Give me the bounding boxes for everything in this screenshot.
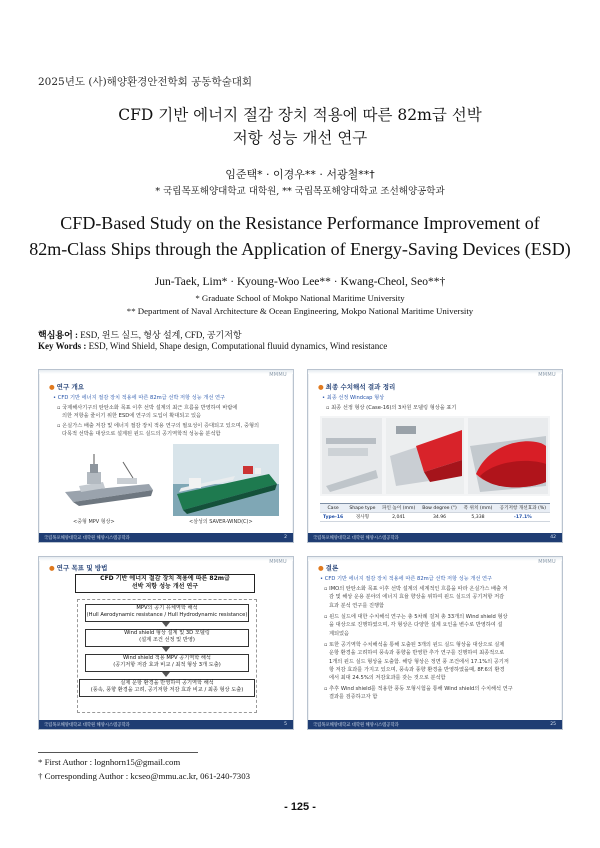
table-header: 폭 위치 (mm) bbox=[460, 504, 495, 513]
footnote-rule bbox=[38, 752, 198, 753]
english-title-line1: CFD-Based Study on the Resistance Performance Improvement of bbox=[60, 213, 540, 233]
korean-title-line1: CFD 기반 에너지 절감 장치 적용에 따른 82m급 선박 bbox=[118, 106, 482, 124]
slide-heading: ● 결론 bbox=[318, 564, 339, 572]
korean-title-line2: 저항 성능 개선 연구 bbox=[232, 129, 368, 147]
footnote-corresponding-author: † Corresponding Author : kcseo@mmu.ac.kr, 061-240-7303 bbox=[38, 771, 251, 781]
table-cell: -17.1% bbox=[496, 513, 550, 522]
keywords-english bbox=[38, 341, 387, 351]
slide-research-methods bbox=[38, 556, 294, 730]
conclusion-para-1: ▫ IMO의 탄탄소화 목표 이후 선박 설계의 세계적인 흐름을 따라 온실가스 배출 저 감 및 해상 운용 분야의 에너지 효율 향상을 위하여 윈드 실드의 공기저항 저감 효과 분석 연구를 진행함 bbox=[324, 586, 508, 609]
overview-bullet-3: ▫ 온실가스 배출 저감 및 에너지 절감 장치 적용 연구의 필요성이 증대되고 있으며, 중형의 다목적 선박을 대상으로 설계된 윈드 실드의 공기역학적 성능을 분석함 bbox=[57, 423, 259, 438]
slide-heading: ● 연구 개요 bbox=[49, 383, 85, 391]
table-cell: 5,338 bbox=[460, 513, 495, 522]
table-row bbox=[320, 513, 550, 522]
table-header: 공기저항 개선효과 (%) bbox=[496, 504, 550, 513]
english-title-line2: 82m-Class Ships through the Application of Energy-Saving Devices (ESD) bbox=[29, 239, 571, 259]
slide-page-number: 25 bbox=[550, 722, 556, 727]
slide-footer-text: 국립목포해양대학교 대학원 해양시스템공학과 bbox=[313, 536, 399, 541]
slide-logo: MMMU bbox=[538, 559, 556, 565]
arrow-down-icon bbox=[162, 622, 170, 627]
slide-logo: MMMU bbox=[269, 559, 287, 565]
conclusion-para-3: ▫ 또한 공기역학 수치해석을 통해 도출된 3개의 윈드 실드 형상을 대상으로 실제 운항 환경을 고려하여 풍속과 풍향을 반영한 추가 연구를 진행하여 최종적으로 1개의 윈드 실드 형상을 도출함. 해당 형상은 정면 풍 조건에서 17.1%의 공기저 항 저감 효과를 가지고 있으며, 풍속과 풍향 환경을 반영하였을때, 8F.6의 환경 에서 최대 24.5%의 저감효과를 갖는 것으로 분석함 bbox=[324, 642, 509, 682]
korean-affiliation: * 국립목포해양대학교 대학원, ** 국립목포해양대학교 조선해양공학과 bbox=[155, 186, 445, 197]
conclusion-para-4: ▫ 추후 Wind shield를 적용한 풍동 모형시험을 통해 Wind shield의 수치해석 연구 결과를 검증하고자 함 bbox=[324, 686, 513, 701]
slide-page-number: 42 bbox=[550, 535, 556, 540]
table-cell: 경사형 bbox=[346, 513, 378, 522]
slide-page-number: 5 bbox=[284, 722, 287, 727]
footnote-first-author: * First Author : lognhorn15@gmail.com bbox=[38, 757, 181, 767]
slide-footer-text: 국립목포해양대학교 대학원 해양시스템공학과 bbox=[44, 536, 130, 541]
methods-title-box: CFD 기반 에너지 절감 장치 적용에 따른 82m급 선박 저항 성능 개선 연구 bbox=[75, 574, 255, 593]
saver-wind-ship-photo bbox=[173, 444, 279, 516]
mpv-ship-image bbox=[59, 448, 159, 514]
english-affiliation-2: ** Department of Naval Architecture & Ocean Engineering, Mokpo National Maritime University bbox=[126, 306, 474, 316]
keywords-english-text: ESD, Wind Shield, Shape design, Computational fluuid dynamics, Wind resistance bbox=[88, 341, 388, 351]
arrow-down-icon bbox=[162, 672, 170, 677]
overview-bullet-1: • CFD 기반 에너지 절감 장치 적용에 따른 82m급 선박 저항 성능 개선 연구 bbox=[53, 395, 226, 401]
arrow-down-icon bbox=[162, 647, 170, 652]
windcap-render-images bbox=[320, 416, 550, 496]
table-cell: 2,041 bbox=[379, 513, 419, 522]
slide-research-overview bbox=[38, 369, 294, 543]
table-header: Shape type bbox=[346, 504, 378, 513]
slide-logo: MMMU bbox=[538, 372, 556, 378]
slide-conclusion bbox=[307, 556, 563, 730]
keywords-korean bbox=[38, 328, 242, 341]
slide-page-number: 2 bbox=[284, 535, 287, 540]
korean-authors: 임준택* · 이경우** · 서광철**† bbox=[225, 168, 375, 181]
conclusion-para-2: ▫ 윈드 실드에 대한 수치해석 연구는 총 5차례 걸쳐 총 33개의 Wind shield 형상 을 대상으로 진행하였으며, 각 형상은 다양한 설계 요인을 변수로 반영하여 설 계되었음 bbox=[324, 614, 508, 637]
keywords-korean-label: 핵심용어 : bbox=[38, 330, 79, 340]
keywords-korean-text: ESD, 윈드 실드, 형상 설계, CFD, 공기저항 bbox=[80, 330, 242, 340]
page-number: - 125 - bbox=[284, 801, 316, 813]
table-header: Case bbox=[320, 504, 346, 513]
caption-saver-wind: <삼성의 SAVER-WIND(C)> bbox=[189, 519, 253, 525]
slide-footer-text: 국립목포해양대학교 대학원 해양시스템공학과 bbox=[313, 723, 399, 728]
slide-heading: ● 연구 목표 및 방법 bbox=[49, 564, 108, 572]
table-header: Bow degree (°) bbox=[419, 504, 461, 513]
method-step-1: MPV의 공기 유체역학 해석 (Hull Aerodynamic resistance / Hull Hydrodynamic resistance) bbox=[85, 604, 249, 622]
table-header: 파인 높이 (mm) bbox=[379, 504, 419, 513]
results-sub-1: • 최종 선정 Windcap 형상 bbox=[322, 395, 385, 401]
slide-heading: ● 최종 수치해석 결과 정리 bbox=[318, 383, 396, 391]
slide-logo: MMMU bbox=[269, 372, 287, 378]
results-sub-2: ▫ 최종 선정 형상 (Case-16)의 3차원 모델링 형상을 표기 bbox=[326, 405, 457, 411]
results-table bbox=[320, 503, 550, 522]
overview-bullet-2: ▫ 국제해사기구의 탄탄소화 목표 이후 선박 설계의 최근 흐름을 반영하여 바람에 의한 저항을 줄이기 위한 ESD에 연구의 도입이 확대되고 있음 bbox=[57, 405, 238, 420]
method-step-3: Wind shield 적용 MPV 공기역학 해석 (공기저항 저감 효과 비교 / 최적 형상 3개 도출) bbox=[85, 654, 249, 672]
slide-footer-text: 국립목포해양대학교 대학원 해양시스템공학과 bbox=[44, 723, 130, 728]
slide-final-results bbox=[307, 369, 563, 543]
english-authors: Jun-Taek, Lim* · Kyoung-Woo Lee** · Kwang-Cheol, Seo**† bbox=[154, 276, 446, 288]
caption-mpv: <중형 MPV 형상> bbox=[73, 519, 115, 525]
conference-name: 2025년도 (사)해양환경안전학회 공동학술대회 bbox=[38, 76, 253, 88]
english-affiliation-1: * Graduate School of Mokpo National Maritime University bbox=[195, 293, 405, 303]
table-cell: 34.96 bbox=[419, 513, 461, 522]
method-step-2: Wind shield 형상 설계 및 3D 모델링 (설계 조건 선정 및 반영) bbox=[85, 629, 249, 647]
method-step-4: 실제 운항 환경을 반영하여 공기역학 해석 (풍속, 풍향 환경을 고려, 공기저항 저감 효과 비교 / 최종 형상 도출) bbox=[79, 679, 255, 697]
conclusion-bullet-1: • CFD 기반 에너지 절감 장치 적용에 따른 82m급 선박 저항 성능 개선 연구 bbox=[320, 576, 493, 582]
table-cell: Type-16 bbox=[320, 513, 346, 522]
keywords-english-label: Key Words : bbox=[38, 341, 87, 351]
